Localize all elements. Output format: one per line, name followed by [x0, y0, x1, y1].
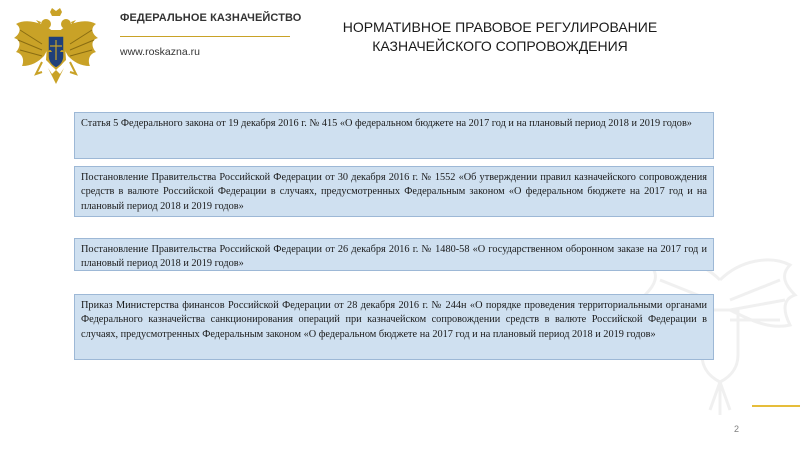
- regulation-item-order-244n: [74, 294, 714, 360]
- brand-divider: [120, 36, 290, 37]
- accent-line: [752, 405, 800, 407]
- regulation-item-text: Постановление Правительства Российской Федерации от 26 декабря 2016 г. № 1480-58 «О государственном оборонном заказе на 2017 год и плановый период 2018 и 2019 годов»: [81, 244, 707, 270]
- brand-name: ФЕДЕРАЛЬНОЕ КАЗНАЧЕЙСТВО: [120, 12, 302, 24]
- regulation-item-text: Статья 5 Федерального закона от 19 декабря 2016 г. № 415 «О федеральном бюджете на 2017 год и на плановый период 2018 и 2019 годов»: [81, 118, 692, 129]
- regulation-item-decree-1552: [74, 166, 714, 217]
- page-title: НОРМАТИВНОЕ ПРАВОВОЕ РЕГУЛИРОВАНИЕ КАЗНАЧЕЙСКОГО СОПРОВОЖДЕНИЯ: [342, 19, 658, 54]
- page-number: 2: [734, 424, 740, 434]
- brand-url-link[interactable]: www.roskazna.ru: [120, 46, 200, 58]
- regulation-item-text: Постановление Правительства Российской Федерации от 30 декабря 2016 г. № 1552 «Об утверждении правил казначейского сопровождения средств в валюте Российской Федерации в случаях, предусмотренных Федеральным законом «О федеральном бюджете на 2017 год и на плановый период 2018 и 2019 годов»: [81, 172, 707, 212]
- regulation-item-law-415: [74, 112, 714, 159]
- regulation-item-decree-1480-58: [74, 238, 714, 271]
- double-headed-eagle-emblem-icon: [8, 4, 104, 100]
- regulation-item-text: Приказ Министерства финансов Российской Федерации от 28 декабря 2016 г. № 244н «О порядке проведения территориальными органами Федерального казначейства санкционирования операций при казначейском сопровождении средств в валюте Российской Федерации в случаях, предусмотренных Федеральным законом «О федеральном бюджете на 2017 год и на плановый период 2018 и 2019 годов»: [81, 300, 707, 340]
